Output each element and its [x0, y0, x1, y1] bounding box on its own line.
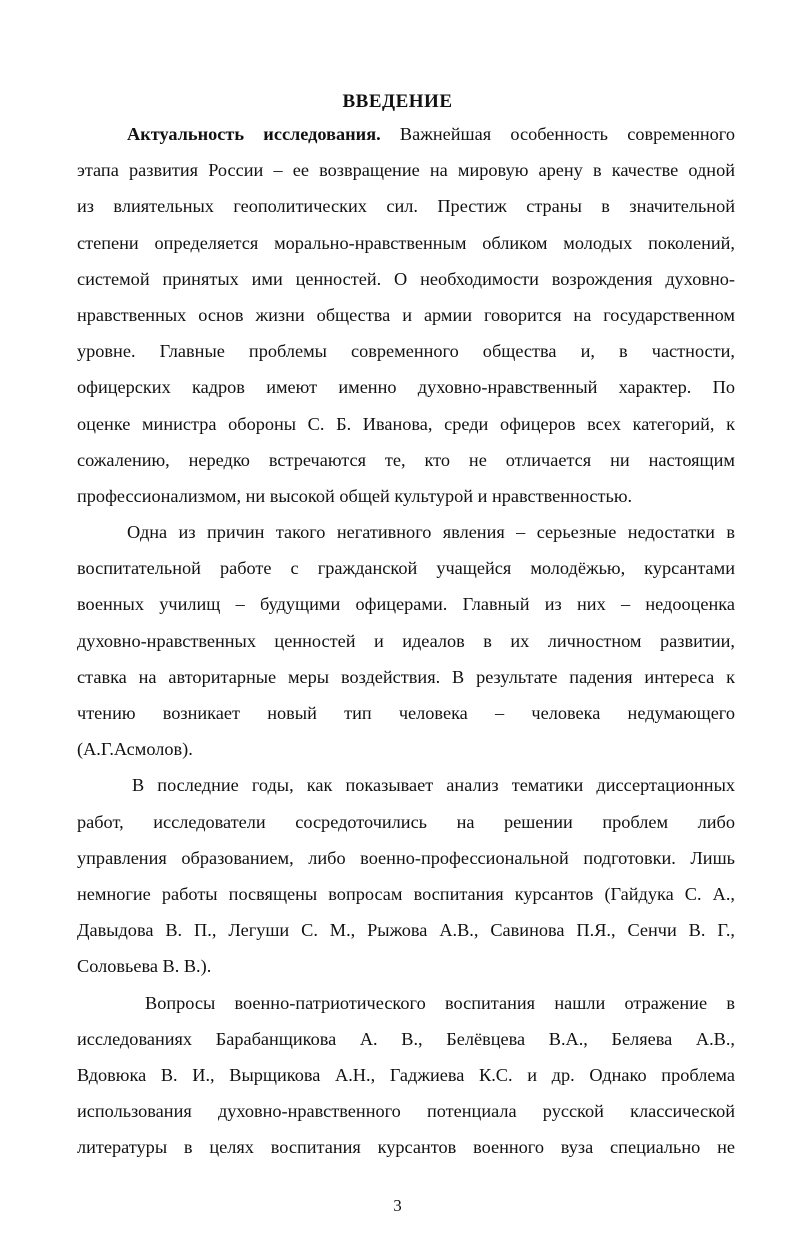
text-line: (А.Г.Асмолов). [77, 739, 193, 760]
text-line: Давыдова В. П., Легуши С. М., Рыжова А.В., Савинова П.Я., Сенчи В. Г., [77, 920, 735, 941]
text-line: Вдовюка В. И., Вырщикова А.Н., Гаджиева К.С. и др. Однако проблема [77, 1064, 735, 1085]
text-line: ставка на авторитарные меры воздействия. В результате падения интереса к [77, 666, 735, 687]
text-line: Вопросы военно-патриотического воспитания нашли отражение в [145, 992, 735, 1013]
text-line: В последние годы, как показывает анализ тематики диссертационных [132, 775, 735, 796]
body-text [77, 116, 735, 1165]
text-line: литературы в целях воспитания курсантов военного вуза специально не [77, 1137, 735, 1158]
text-line: работ, исследователи сосредоточились на решении проблем либо [77, 811, 735, 832]
text-line: этапа развития России – ее возвращение на мировую арену в качестве одной [77, 160, 735, 181]
text-line: духовно-нравственных ценностей и идеалов в их личностном развитии, [77, 630, 735, 651]
text-line: немногие работы посвящены вопросам воспитания курсантов (Гайдука С. А., [77, 883, 735, 904]
text-line: военных училищ – будущими офицерами. Главный из них – недооценка [77, 594, 735, 615]
text-line: управления образованием, либо военно-профессиональной подготовки. Лишь [77, 847, 735, 868]
text-line: чтению возникает новый тип человека – человека недумающего [77, 703, 735, 723]
text-line: исследованиях Барабанщикова А. В., Белёвцева В.А., Беляева А.В., [77, 1028, 735, 1049]
text-line: Одна из причин такого негативного явления – серьезные недостатки в [127, 522, 735, 543]
text-line: из влиятельных геополитических сил. Престиж страны в значительной [77, 196, 735, 217]
text-line: сожалению, нередко встречаются те, кто не отличается ни настоящим [77, 449, 735, 470]
text-line: офицерских кадров имеют именно духовно-нравственный характер. По [77, 377, 735, 398]
page-number: 3 [393, 1196, 402, 1215]
text-line: нравственных основ жизни общества и армии говорится на государственном [77, 304, 735, 325]
text-line: Актуальность исследования. Важнейшая особенность современного [127, 124, 735, 144]
section-lead: Актуальность исследования. [127, 124, 381, 144]
text-line: профессионализмом, ни высокой общей культурой и нравственностью. [77, 485, 633, 506]
text-line: степени определяется морально-нравственным обликом молодых поколений, [77, 232, 735, 253]
text-line: системой принятых ими ценностей. О необходимости возрождения духовно- [77, 268, 735, 289]
page-title: ВВЕДЕНИЕ [342, 91, 453, 112]
text-line: воспитательной работе с гражданской учащейся молодёжью, курсантами [77, 558, 735, 579]
text-line: уровне. Главные проблемы современного общества и, в частности, [77, 341, 735, 362]
text-line: использования духовно-нравственного потенциала русской классической [77, 1101, 735, 1122]
text-line: Соловьева В. В.). [77, 956, 212, 977]
text-line: оценке министра обороны С. Б. Иванова, среди офицеров всех категорий, к [77, 413, 735, 434]
